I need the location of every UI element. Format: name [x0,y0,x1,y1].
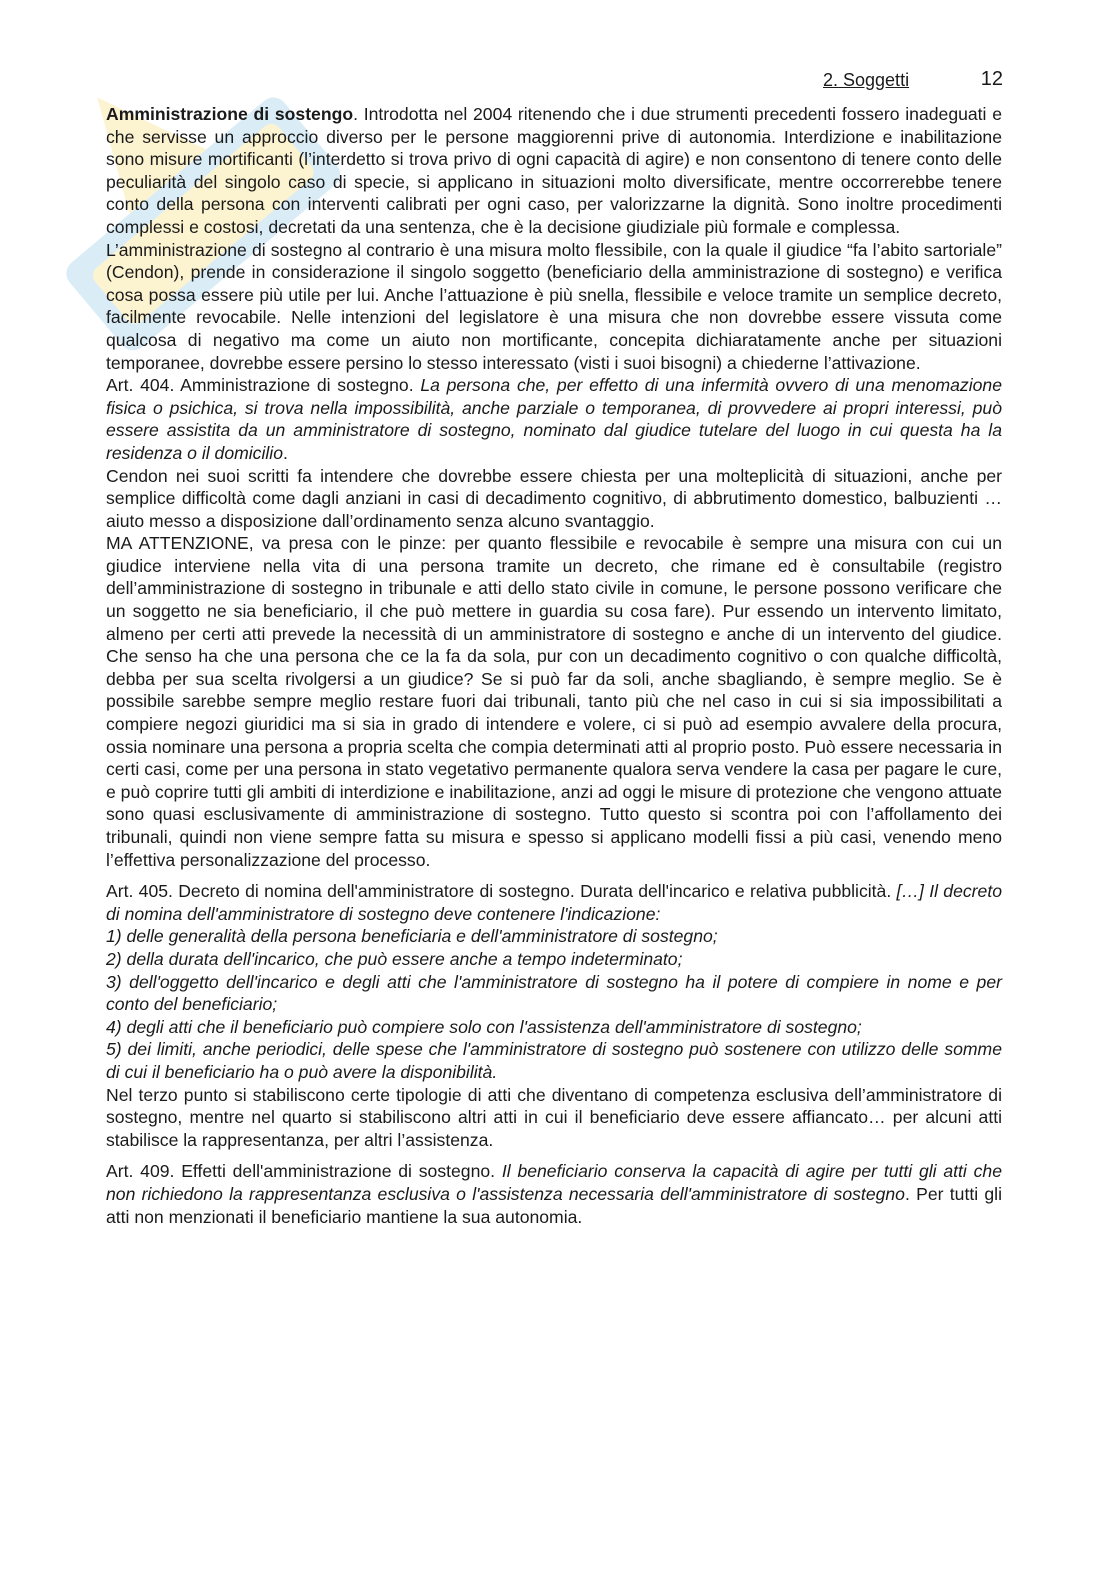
paragraph-cendon: Cendon nei suoi scritti fa intendere che dovrebbe essere chiesta per una molteplicità di situazioni, anche per semplice difficoltà come dagli anziani in casi di decadimento cognitivo, di abbrutimento domestico, balbuzienti … aiuto messo a disposizione dall’ordinamento senza alcuno svantaggio. [106,465,1002,531]
paragraph-heading: Amministrazione di sostengo [106,104,354,124]
page-number: 12 [980,68,1003,90]
article-label: Art. 404. Amministrazione di sostegno. [106,375,421,396]
article-label: Art. 409. Effetti dell'amministrazione di sostegno. [106,1161,502,1182]
paragraph-attention: MA ATTENZIONE, va presa con le pinze: per quanto flessibile e revocabile è sempre una misura con cui un giudice interviene nella vita di una persona tramite un decreto, che rimane ed è consultabile (registro dell’amministrazione di sostegno in tribunale e atti dello stato civile in comune, le persone possono verificare che un soggetto ne sia beneficiario, il che può mettere in guardia su cosa fare). Pur essendo un intervento limitato, almeno per certi atti prevede la necessità di un amministratore di sostegno e anche di un intervento del giudice. Che senso ha che una persona che ce la fa da sola, pur con un decadimento cognitivo o con qualche difficoltà, debba per sua scelta rivolgersi a un giudice? Se si può far da soli, anche sbagliando, è sempre meglio. Se è possibile sarebbe sempre meglio restare fuori dai tribunali, tanto più che nel caso in cui si sia impossibilitati a compiere negozi giuridici ma si sia in grado di intendere e volere, ci si può ad esempio avvalere della procura, ossia nominare una persona a propria scelta che compia determinati atti al proprio posto. Può essere necessaria in certi casi, come per una persona in stato vegetativo permanente qualora serva vendere la casa per pagare le cure, e può coprire tutti gli ambiti di interdizione e inabilitazione, anzi ad oggi le misure di protezione che vengono attuate sono quasi esclusivamente di amministrazione di sostegno. Tutto questo si scontra poi con l’affollamento dei tribunali, quindi non viene sempre fatta su misura e spesso si applicano modelli fissi a più casi, venendo meno l’effettiva personalizzazione del processo. [106,533,1002,870]
list-item: 1) delle generalità della persona beneficiaria e dell'amministratore di sostegno; [106,926,718,947]
list-item: 3) dell'oggetto dell'incarico e degli atti che l'amministratore di sostegno ha il potere di compiere in nome e per conto del beneficiario; [106,971,1002,1015]
page-header [823,68,1003,94]
article-quote: La persona che, per effetto di una infermità ovvero di una menomazione fisica o psichica, si trova nella impossibilità, anche parziale o temporanea, di provvedere ai propri interessi, può essere assistita da un amministratore di sostegno, nominato dal giudice tutelare del luogo in cui questa ha la residenza o il domicilio [106,375,1002,463]
list-item: 4) degli atti che il beneficiario può compiere solo con l'assistenza dell'amministratore di sostegno; [106,1016,862,1037]
paragraph-third-point: Nel terzo punto si stabiliscono certe tipologie di atti che diventano di competenza esclusiva dell’amministratore di sostegno, mentre nel quarto si stabiliscono altri atti in cui il beneficiario deve essere affiancato… per alcuni atti stabilisce la rappresentanza, per altri l’assistenza. [106,1084,1002,1150]
paragraph-intro [106,103,1002,239]
article-quote: […] Il decreto di nomina dell'amministratore di sostegno deve contenere l'indicazione: [106,881,1002,924]
article-label: Art. 405. Decreto di nomina dell'amministratore di sostegno. Durata dell'incarico e relativa pubblicità. [106,881,897,902]
article-409 [106,1160,1002,1228]
list-item: 2) della durata dell'incarico, che può essere anche a tempo indeterminato; [106,948,683,969]
article-quote: Il beneficiario conserva la capacità di agire per tutti gli atti che non richiedono la rappresentanza esclusiva o l'assistenza necessaria dell'amministratore di sostegno [106,1161,1002,1204]
article-end: . [283,442,288,463]
article-405 [106,880,1002,925]
list-item: 5) dei limiti, anche periodici, delle spese che l'amministratore di sostegno può sostenere con utilizzo delle somme di cui il beneficiario ha o può avere la disponibilità. [106,1039,1002,1082]
paragraph-flexibility: L’amministrazione di sostegno al contrario è una misura molto flessibile, con la quale il giudice “fa l’abito sartoriale” (Cendon), prende in considerazione il singolo soggetto (beneficiario della amministrazione di sostegno) e verifica cosa possa essere più utile per lui. Anche l’attuazione è più snella, flessibile e veloce tramite un semplice decreto, facilmente revocabile. Nelle intenzioni del legislatore è una misura che non dovrebbe essere vissuta come qualcosa di negativo ma come un aiuto non mortificante, concepita dichiaratamente anche per situazioni temporanee, dovrebbe essere persino lo stesso interessato (visti i suoi bisogni) a chiederne l’attivazione. [106,239,1002,373]
article-end: . Per tutti gli atti non menzionati il beneficiario mantiene la sua autonomia. [106,1183,1002,1227]
paragraph-text: . Introdotta nel 2004 ritenendo che i due strumenti precedenti fossero inadeguati e che servisse un approccio diverso per le persone maggiorenni prive di autonomia. Interdizione e inabilitazione sono misure mortificanti (l’interdetto si trova privo di ogni capacità di agire) e non consentono di tenere conto delle peculiarità del singolo caso di specie, si applicano in situazioni molto diversificate, mentre occorrerebbe tenere conto della persona con interventi calibrati per ogni caso, per valorizzarne la dignità. Sono inoltre procedimenti complessi e costosi, decretati da una sentenza, che è la decisione giudiziale più formale e complessa. [106,104,1002,237]
article-404 [106,374,1002,464]
section-title: 2. Soggetti [823,70,910,90]
document-body [106,103,1002,1228]
